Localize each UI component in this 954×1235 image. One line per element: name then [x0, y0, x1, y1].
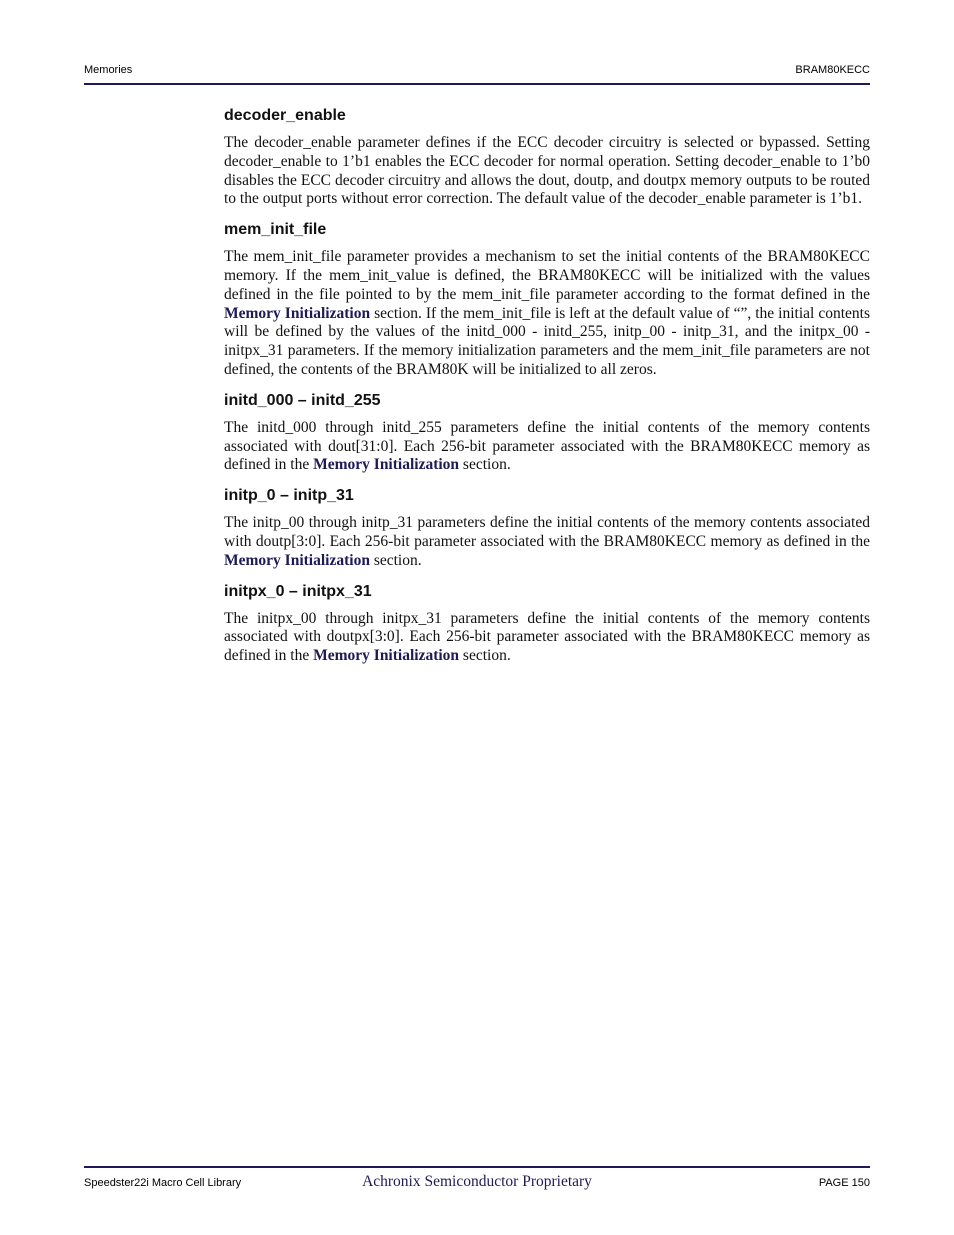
section-paragraph: [224, 514, 870, 570]
memory-initialization-link[interactable]: Memory Initialization: [313, 456, 460, 474]
memory-initialization-link[interactable]: Memory Initialization: [224, 304, 371, 322]
section-paragraph: [224, 248, 870, 380]
paragraph-text: section. If the mem_init_file is left at the default value of “”, the initial contents will be defined by the values of the initd_000 - initd_255, initp_00 - initp_31, and the initpx_00 - initpx_31 parameters. If the memory initialization parameters and the mem_init_file parameters are not defined, the contents of the BRAM80K will be initialized to all zeros.: [224, 304, 870, 378]
header-rule: [84, 83, 870, 85]
section-heading: initp_0 – initp_31: [224, 487, 354, 505]
section-decoder-enable: [224, 107, 870, 209]
section-paragraph: [224, 419, 870, 475]
footer-rule: [84, 1166, 870, 1168]
paragraph-text: The mem_init_file parameter provides a mechanism to set the initial contents of the BRAM80KECC memory. If the mem_init_value is defined, the BRAM80KECC will be initialized with the values defined in the file pointed to by the mem_init_file parameter according to the format defined in the: [224, 248, 870, 303]
paragraph-text: section.: [462, 456, 511, 474]
section-heading: initd_000 – initd_255: [224, 391, 381, 409]
paragraph-text: The initd_000 through initd_255 parameters define the initial contents of the memory contents associated with dout[31:0]. Each 256-bit parameter associated with the BRAM80KECC memory as defined in the: [224, 418, 870, 474]
section-mem-init-file: [224, 221, 870, 380]
main-content: [224, 107, 870, 678]
footer-page-number: PAGE 150: [818, 1177, 870, 1189]
paragraph-text: The initp_00 through initp_31 parameters define the initial contents of the memory contents associated with doutp[3:0]. Each 256-bit parameter associated with the BRAM80KECC memory as defined in the: [224, 514, 870, 550]
memory-initialization-link[interactable]: Memory Initialization: [224, 551, 370, 569]
memory-initialization-link[interactable]: Memory Initialization: [313, 647, 460, 665]
section-heading: decoder_enable: [224, 107, 346, 124]
header-doc-title: BRAM80KECC: [795, 64, 870, 76]
section-initp: [224, 487, 870, 570]
paragraph-text: The initpx_00 through initpx_31 parameters define the initial contents of the memory contents associated with doutpx[3:0]. Each 256-bit parameter associated with the BRAM80KECC memory as defined in the: [224, 609, 870, 665]
section-initpx: [224, 583, 870, 666]
section-heading: initpx_0 – initpx_31: [224, 582, 372, 600]
footer-library-name: Speedster22i Macro Cell Library: [84, 1177, 242, 1189]
section-heading: mem_init_file: [224, 221, 327, 239]
section-paragraph: The decoder_enable parameter defines if the ECC decoder circuitry is selected or bypassed. Setting decoder_enable to 1’b1 enables the ECC decoder for normal operation. Setting decoder_enable to 1’b0 disables the ECC decoder circuitry and allows the dout, doutp, and doutpx memory outputs to be routed to the output ports without error correction. The default value of the decoder_enable parameter is 1’b1.: [224, 134, 870, 208]
section-paragraph: [224, 610, 870, 666]
paragraph-text: section.: [373, 551, 422, 569]
header-section-title: Memories: [84, 64, 133, 76]
paragraph-text: section.: [462, 647, 511, 665]
footer-proprietary: Achronix Semiconductor Proprietary: [362, 1173, 592, 1190]
section-initd: [224, 392, 870, 475]
